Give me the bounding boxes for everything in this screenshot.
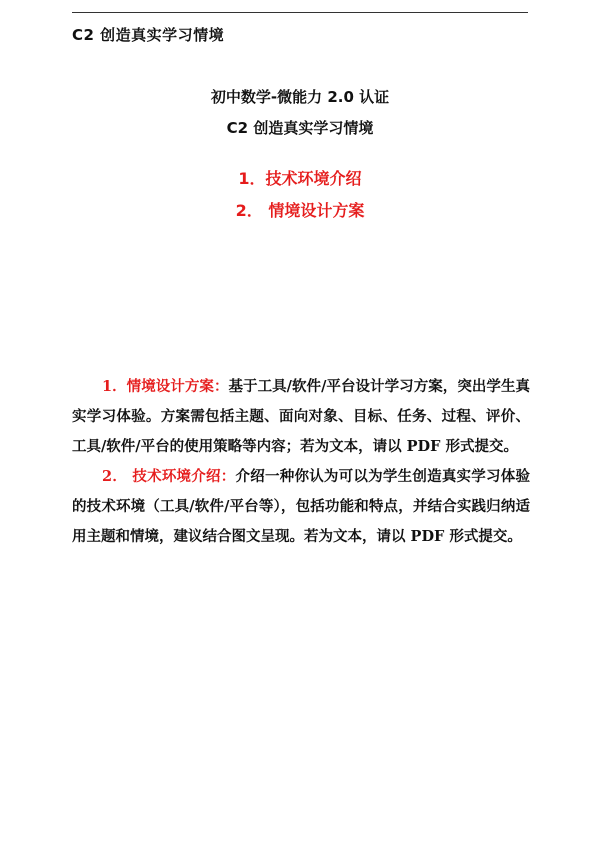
list-item-scenario-design: 2． 情境设计方案 xyxy=(235,201,365,220)
header-title: C2 创造真实学习情境 xyxy=(72,26,225,44)
paragraph-text: 基于工具/软件/平台设计学习方案，突出学生真实学习体验。方案需包括主题、面向对象、目标、任务、过程、评价、工具/软件/平台的使用策略等内容；若为文本，请以 PDF 形式提交。 xyxy=(72,378,530,455)
sub-title: C2 创造真实学习情境 xyxy=(226,119,374,137)
paragraph-text: 介绍一种你认为可以为学生创造真实学习体验的技术环境（工具/软件/平台等），包括功能和特点，并结合实践归纳适用主题和情境，建议结合图文呈现。若为文本，请以 PDF 形式提交。 xyxy=(72,468,531,545)
paragraph-label: 1．情境设计方案： xyxy=(102,378,229,395)
body-text xyxy=(72,372,530,552)
paragraph-label: 2． 技术环境介绍： xyxy=(102,468,236,485)
main-title: 初中数学-微能力 2.0 认证 xyxy=(210,88,390,106)
list-item-technology-environment: 1．技术环境介绍 xyxy=(238,169,362,188)
paragraph-technology-environment xyxy=(72,462,530,552)
paragraph-scenario-design xyxy=(72,372,530,462)
header-rule xyxy=(72,12,528,13)
